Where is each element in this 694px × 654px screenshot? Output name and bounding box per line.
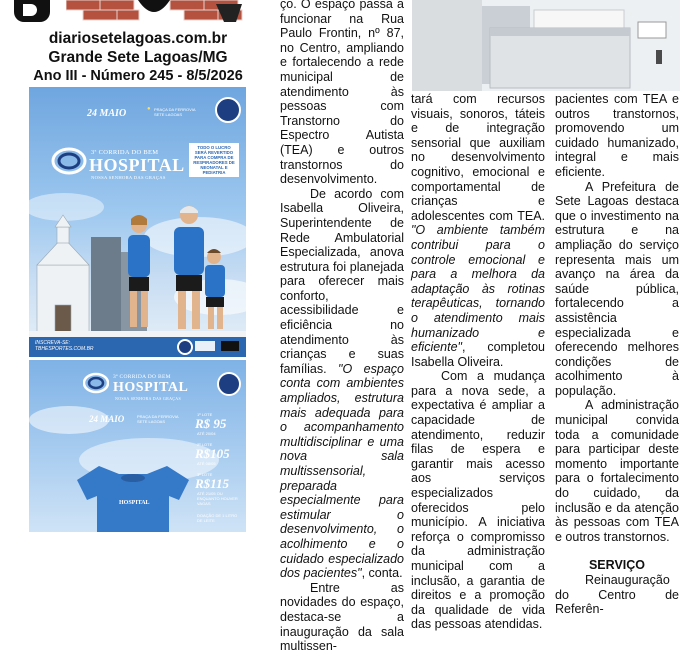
newspaper-logo-icon xyxy=(14,0,50,22)
article-paragraph: ço. O espaço passa a funcionar na Rua Paulo Frontin, nº 87, no Centro, ampliando e fortalecendo a rede municipal de atendimento às pessoas com Transtorno do Espectro Autista (TEA) e outros transtornos do desenvolvimento. xyxy=(280,0,404,187)
article-paragraph: Reinauguração do Centro de Referên- xyxy=(555,573,679,617)
article-quote: "O espaço conta com ambientes ampliados, estrutura mais adequada para o acompanhamento multidisciplinar e uma nova sala multissensorial, preparada especialmente para estimular o desenvolvimento, o acolhimento e o cuidado especializado dos pacientes" xyxy=(280,361,404,581)
lote2-label: 2º LOTE xyxy=(197,442,213,447)
poster2-title-line3: NOSSA SENHORA DAS GRAÇAS xyxy=(115,396,181,401)
article-paragraph xyxy=(411,92,545,369)
poster-scene xyxy=(29,87,246,357)
poster2-title-line1: 3ª CORRIDA DO BEM xyxy=(113,374,171,380)
article-text: , completou Isabella Oliveira. xyxy=(411,340,545,369)
location-pin-icon: ● xyxy=(147,106,151,112)
office-photo xyxy=(412,0,680,91)
seal-icon xyxy=(215,97,241,123)
donation-note: DOAÇÃO DE 1 LITRO DE LEITE xyxy=(197,513,238,523)
poster-signup-2: TBHESPORTES.COM.BR xyxy=(35,346,94,352)
sponsor-logo-2 xyxy=(221,341,239,351)
poster2-location-1: PRAÇA DA FERROVIA xyxy=(137,414,179,419)
article-text: tará com recursos visuais, sonoros, táteis e de integração sensorial que auxiliam no desenvolvimento cognitivo, emocional e comportamental de crianças e adolescentes com TEA. xyxy=(411,92,545,223)
sponsor-logo xyxy=(195,341,215,351)
running-track-icon-2 xyxy=(83,370,109,396)
race-poster-bottom xyxy=(29,360,246,532)
article-paragraph xyxy=(280,187,404,581)
lote3-until: ATÉ 21/05 OU ENQUANTO HOUVER VAGAS xyxy=(197,491,238,506)
article-column-d xyxy=(555,92,679,617)
poster-signup-1: INSCREVA-SE: xyxy=(35,340,71,346)
sponsor-icon xyxy=(177,339,193,355)
poster-location-1: PRAÇA DA FERROVIA xyxy=(154,107,196,112)
poster-title-line2: HOSPITAL xyxy=(89,155,185,175)
lote1-label: 1º LOTE xyxy=(197,412,213,417)
lote1-until: ATÉ 20/04 xyxy=(197,431,216,436)
article-text: , conta. xyxy=(361,566,403,581)
article-column-b xyxy=(280,0,404,654)
office-scene xyxy=(412,0,680,91)
shirt-logo: HOSPITAL xyxy=(119,500,150,506)
lote2-price: R$105 xyxy=(195,446,230,461)
article-text: De acordo com Isabella Oliveira, Superintendente de Rede Ambulatorial Especializada, anova estrutura foi planejada para oferecer mais conforto, acessibilidade e eficiência no atendimento às crianças e suas famílias. xyxy=(280,186,404,376)
site-url: diariosetelagoas.com.br xyxy=(48,30,228,47)
article-paragraph: A Prefeitura de Sete Lagoas destaca que o investimento na estrutura e na ampliação do serviço representa mais um avanço na área da saúde pública, fortalecendo a assistência especializada e oferecendo melhores condições de acolhimento à população. xyxy=(555,179,679,398)
lote3-price: R$115 xyxy=(195,476,229,491)
lote3-label: 3º LOTE xyxy=(197,472,213,477)
article-paragraph: Entre as novidades do espaço, destaca-se a inauguração da sala multissen- xyxy=(280,580,404,654)
poster-location-2: SETE LAGOAS xyxy=(154,112,183,117)
article-paragraph: pacientes com TEA e outros transtornos, promovendo um cuidado humanizado, integral e mais eficiente. xyxy=(555,92,679,179)
runner-boy xyxy=(205,249,225,329)
article-paragraph: Com a mudança para a nova sede, a expectativa é ampliar a capacidade de atendimento, reduzir filas de espera e garantir mais acesso aos serviços especializados oferecidos pelo município. A iniciativa reforça o compromisso da administração municipal com a inclusão, a garantia de direitos e a promoção da qualidade de vida das pessoas atendidas. xyxy=(411,369,545,632)
poster2-location-2: SETE LAGOAS xyxy=(137,419,166,424)
city-line: Grande Sete Lagoas/MG xyxy=(48,49,228,66)
brick-wall-art xyxy=(66,0,252,22)
poster2-date: 24 MAIO xyxy=(89,414,125,424)
issue-line: Ano III - Número 245 - 8/5/2026 xyxy=(33,68,243,84)
lote2-until: ATÉ 08/05 xyxy=(197,461,216,466)
section-heading: SERVIÇO xyxy=(588,558,646,573)
poster2-title-line2: HOSPITAL xyxy=(113,380,189,395)
article-paragraph: A administração municipal convida toda a comunidade para participar deste momento importante para o fortalecimento do cuidado, da inclusão e da atenção às pessoas com TEA e outros transtornos. xyxy=(555,398,679,544)
seal-icon-2 xyxy=(217,372,241,396)
poster-date: 24 MAIO xyxy=(87,108,127,119)
race-poster-top xyxy=(29,87,246,357)
lote1-price: R$ 95 xyxy=(195,416,227,431)
poster-title-line1: 3ª CORRIDA DO BEM xyxy=(91,149,159,156)
article-quote: "O ambiente também contribui para o controle emocional e para a melhora da adaptação às rotinas terapêuticas, tornando o atendimento mais humanizado e eficiente" xyxy=(411,223,545,355)
poster-title-line3: NOSSA SENHORA DAS GRAÇAS xyxy=(91,175,166,180)
running-track-icon xyxy=(51,143,87,179)
poster-promo-box: TODO O LUCRO SERÁ REVERTIDO PARA COMPRA DE RESPIRADORES DE NEONATAL E PEDIATRIA xyxy=(189,143,239,177)
spacer xyxy=(555,544,679,558)
article-column-c xyxy=(411,92,545,632)
